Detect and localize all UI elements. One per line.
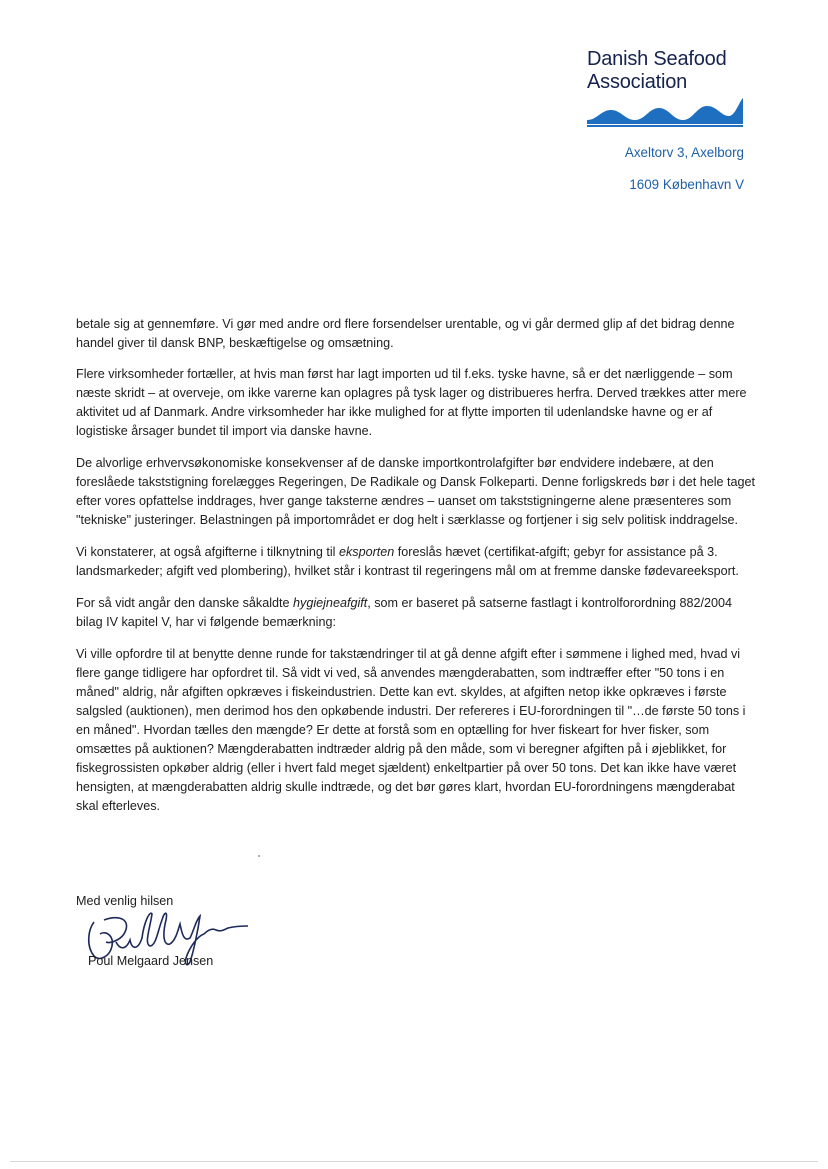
letterhead [587, 48, 757, 130]
paragraph-5-emphasis: hygiejneafgift [293, 596, 368, 610]
letter-body [76, 315, 756, 829]
paragraph-5 [76, 594, 756, 632]
org-name-line1: Danish Seafood [587, 48, 727, 70]
address-city: 1609 København V [629, 177, 744, 192]
paragraph-3: De alvorlige erhvervsøkonomiske konsekvenser af de danske importkontrolafgifter bør endvidere indebære, at den foreslåede takststigning forelægges Regeringen, De Radikale og Dansk Folkeparti. Denne forligskreds bør i det hele taget efter vores opfattelse inddrages, hver gange taksterne ændres – uanset om takststigningerne alene præsenteres som "tekniske" justeringer. Belastningen på importområdet er dog helt i særklasse og fortjener i sig selv politisk inddragelse. [76, 456, 756, 527]
paragraph-4-text-b: foreslås hævet (certifikat-afgift; gebyr for assistance på 3. landsmarkeder; afgift ved plombering), hvilket står i kontrast til regeringens mål om at fremme danske fødevareeksport. [76, 545, 739, 578]
paragraph-4-text-a: Vi konstaterer, at også afgifterne i tilknytning til [76, 545, 339, 559]
paragraph-1: betale sig at gennemføre. Vi gør med andre ord flere forsendelser urentable, og vi går dermed glip af det bidrag denne handel giver til dansk BNP, beskæftigelse og omsætning. [76, 317, 735, 350]
paragraph-6: Vi ville opfordre til at benytte denne runde for takstændringer til at gå denne afgift efter i sømmene i lighed med, hvad vi flere gange tidligere har opfordret til. Så vidt vi ved, så anvendes mængderabatten, som indtræffer efter "50 tons i en måned" aldrig, når afgiften opkræves i fiskeindustrien. Dette kan evt. skyldes, at afgiften netop ikke opkræves i første salgsled (auktionen), men derimod hos den opkøbende industri. Der refereres i EU-forordningen til "…de første 50 tons i en måned". Hvordan tælles den mængde? Er dette at forstå som en optælling for hver fiskeart for hver fisker, som omsættes på auktionen? Mængderabatten indtræder aldrig på den måde, som vi beregner afgiften på i øjeblikket, for fiskegrossisten opkøber aldrig (eller i hvert fald meget sjældent) enkeltpartier på over 50 tons. Det kan ikke have været hensigten, at mængderabatten aldrig skulle indtræde, og det bør gøres klart, hvordan EU-forordningens mængderabat skal efterleves. [76, 647, 746, 813]
paragraph-5-text-a: For så vidt angår den danske såkaldte [76, 596, 294, 610]
wave-logo-icon [587, 96, 743, 130]
page-bottom-rule [10, 1161, 818, 1162]
closing-salutation: Med venlig hilsen [76, 894, 174, 908]
paragraph-2: Flere virksomheder fortæller, at hvis man først har lagt importen ud til f.eks. tyske havne, så er det nærliggende – som næste skridt – at overveje, om ikke varerne kan oplagres på tysk lager og distribueres herfra. Derved trækkes atter mere aktivitet ud af Danmark. Andre virksomheder har ikke mulighed for at flytte importen til udenlandske havne og er af logistiske årsager bundet til import via danske havne. [76, 367, 747, 438]
paragraph-4 [76, 543, 756, 581]
scan-speck [258, 855, 260, 857]
signer-name: Poul Melgaard Jensen [88, 954, 214, 968]
paragraph-4-emphasis: eksporten [338, 545, 395, 559]
address-street: Axeltorv 3, Axelborg [624, 145, 744, 160]
paragraph-5-text-b: , som er baseret på satserne fastlagt i kontrolforordning 882/2004 bilag IV kapitel V, har vi følgende bemærkning: [76, 596, 732, 629]
org-name-line2: Association [587, 71, 688, 93]
